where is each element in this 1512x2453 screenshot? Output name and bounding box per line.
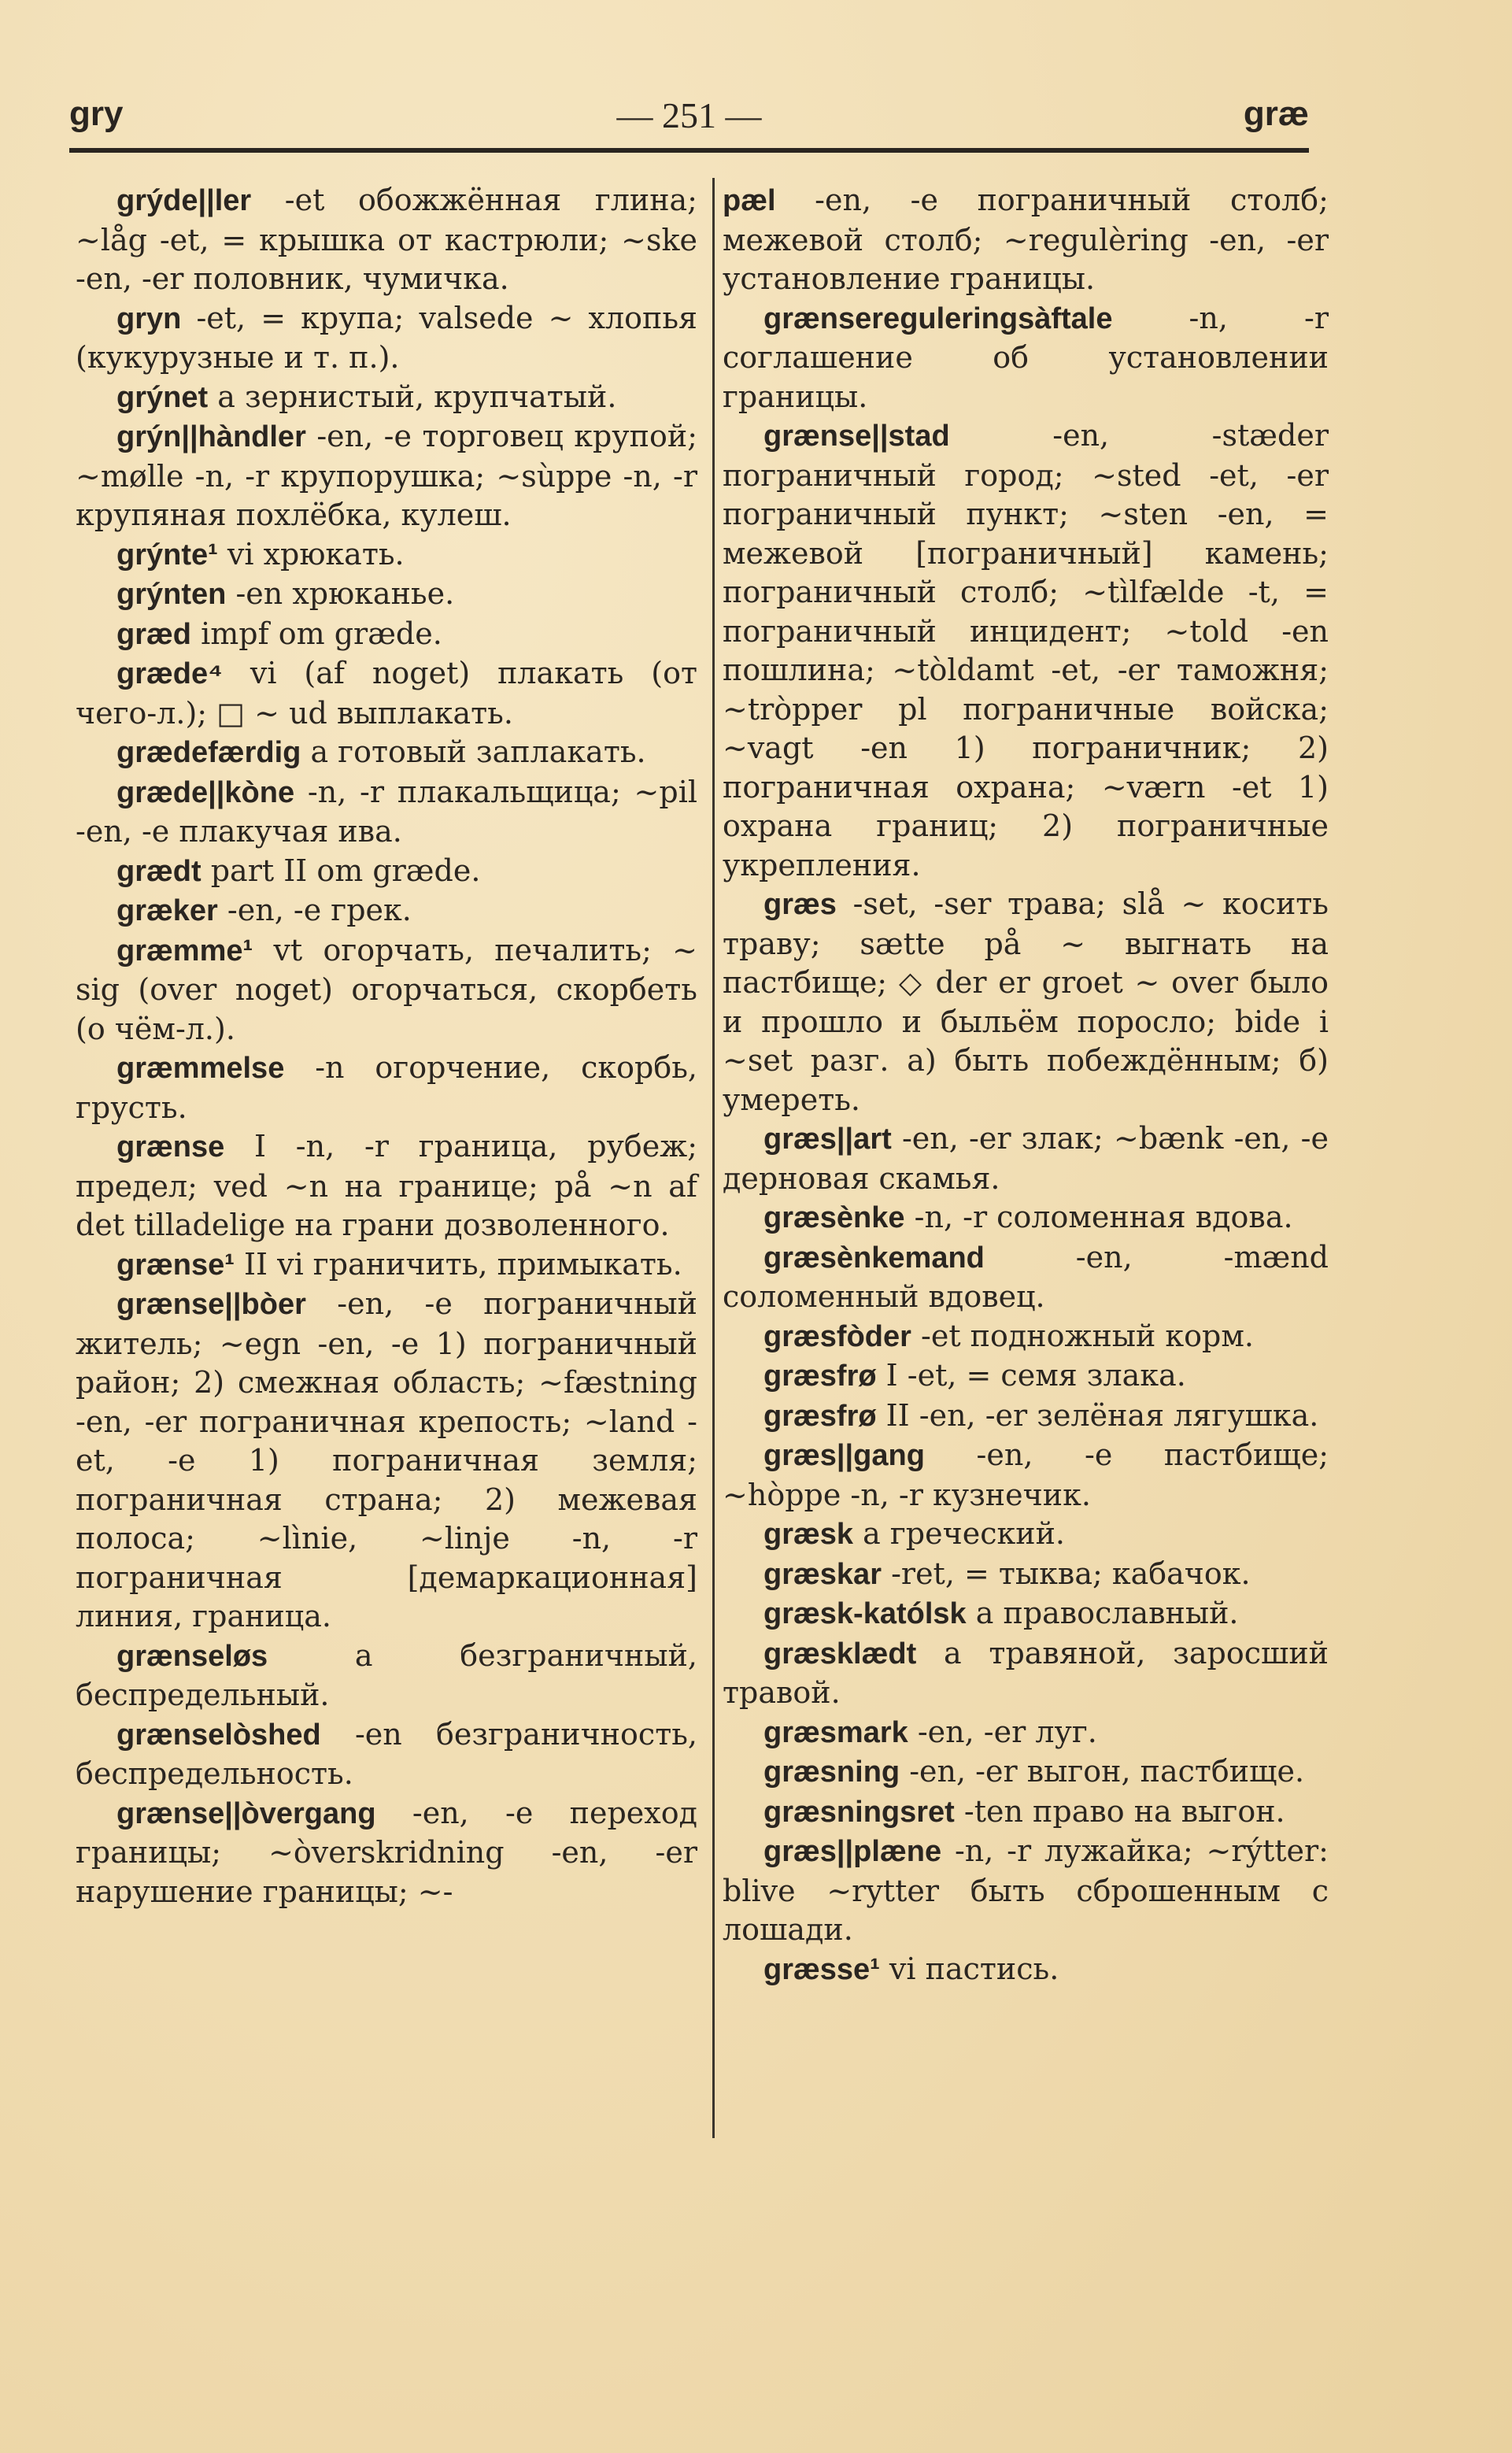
entry-text: -en, -er луг. (908, 1714, 1097, 1749)
entry-headword: grænseløs (116, 1639, 268, 1673)
entry-headword: pæl (723, 184, 776, 217)
entry-headword: grænse||òvergang (116, 1796, 376, 1830)
entry-text: -en безграничность, беспредельность. (76, 1716, 697, 1791)
entry-text: I -n, -r граница, рубеж; предел; ved ~n на границе; på ~n af det tilladelige на грани дозволенного. (76, 1129, 697, 1242)
entry-headword: græsfrø (763, 1360, 877, 1393)
entry-text: -en, -er злак; ~bænk -en, -e дерновая скамья. (723, 1121, 1329, 1196)
dictionary-entry (76, 299, 697, 378)
entry-text: vi пастись. (879, 1951, 1059, 1986)
entry-headword: grýde||ler (116, 184, 252, 217)
entry-headword: grædt (116, 854, 201, 888)
dictionary-entry (723, 885, 1329, 1119)
entry-text: -en, -e пограничный житель; ~egn -en, -e 1) пограничный район; 2) смежная область; ~fæstning -en, -er пограничная крепость; ~land -et, -e 1) пограничная земля; пограничная страна; 2) межевая полоса; ~lìnie, ~linje -n, -r пограничная [демаркационная] линия, граница. (76, 1286, 697, 1633)
dictionary-entry (76, 773, 697, 852)
entry-headword: græker (116, 894, 218, 927)
entry-headword: gryn (116, 302, 182, 335)
entry-headword: græde⁴ (116, 657, 223, 690)
header-left-guideword: gry (69, 94, 124, 133)
dictionary-entry (723, 1713, 1329, 1753)
dictionary-entry (723, 1634, 1329, 1713)
dictionary-entry (76, 852, 697, 892)
entry-text: I -et, = семя злака. (876, 1358, 1186, 1393)
entry-text: part II om græde. (201, 853, 481, 888)
entry-headword: græsfòder (763, 1319, 911, 1353)
entry-text: -en, -stæder пограничный город; ~sted -et, -er пограничный пункт; ~sten -en, = межевой [пограничный] камень; пограничный столб; ~tìlfælde -t, = пограничный инцидент; ~told -en пошлина; ~tòldamt -et, -er таможня; ~tròpper pl пограничные войска; ~vagt -en 1) пограничник; 2) пограничная охрана; ~værn -et 1) охрана границ; 2) пограничные укрепления. (723, 418, 1329, 882)
dictionary-entry (76, 615, 697, 655)
entry-headword: grænse||stad (763, 420, 950, 453)
dictionary-entry (76, 1245, 697, 1286)
entry-headword: grýnte¹ (116, 538, 218, 572)
entry-text: -et обожжённая глина; ~låg -et, = крышка от кастрюли; ~ske -en, -er половник, чумичка. (76, 183, 697, 296)
entry-text: -n, -r лужайка; ~rýtter: blive ~rytter быть сброшенным с лошади. (723, 1833, 1329, 1947)
dictionary-entry (76, 575, 697, 615)
column-divider (712, 178, 715, 2138)
dictionary-entry (723, 1119, 1329, 1198)
entry-text: -n огорчение, скорбь, грусть. (76, 1050, 697, 1125)
entry-headword: grædefærdig (116, 736, 301, 769)
entry-text: a греческий. (853, 1516, 1065, 1551)
dictionary-entry (723, 416, 1329, 885)
dictionary-entry (76, 417, 697, 535)
entry-text: a безграничный, беспредельный. (76, 1637, 697, 1712)
entry-headword: græsmark (763, 1715, 908, 1749)
dictionary-entry (723, 1793, 1329, 1833)
left-column (76, 181, 697, 1911)
entry-text: -n, -r плакальщица; ~pil -en, -e плакучая ива. (76, 774, 697, 849)
dictionary-entry (723, 1950, 1329, 1990)
entry-headword: grænse||bòer (116, 1288, 306, 1321)
entry-text: a травяной, заросший травой. (723, 1635, 1329, 1710)
entry-headword: græd (116, 617, 191, 651)
entry-headword: grænselòshed (116, 1718, 321, 1752)
entry-headword: græs||gang (763, 1439, 925, 1472)
entry-headword: græs||plæne (763, 1835, 942, 1868)
dictionary-entry (723, 299, 1329, 417)
entry-text: -en, -e пограничный столб; межевой столб; ~regulèring -en, -er установление границы. (723, 183, 1329, 296)
header-right-guideword: græ (1243, 94, 1309, 133)
header-rule (69, 148, 1309, 153)
entry-headword: græskar (763, 1557, 882, 1591)
entry-headword: græsningsret (763, 1795, 955, 1829)
dictionary-entry (723, 1515, 1329, 1555)
dictionary-entry (76, 535, 697, 575)
dictionary-entry (76, 1127, 697, 1245)
entry-headword: græsk (763, 1518, 854, 1551)
entry-text: vi (af noget) плакать (от чего-л.); □ ~ ud выплакать. (76, 656, 697, 731)
dictionary-entry (76, 1285, 697, 1637)
entry-text: -et, = крупа; valsede ~ хлопья (кукурузные и т. п.). (76, 300, 697, 375)
dictionary-entry (76, 891, 697, 931)
entry-text: impf om græde. (191, 616, 442, 651)
entry-text: a готовый заплакать. (301, 734, 646, 769)
dictionary-entry (723, 1752, 1329, 1793)
entry-text: -en, -er выгон, пастбище. (900, 1754, 1305, 1789)
dictionary-entry (723, 1317, 1329, 1357)
dictionary-entry (76, 931, 697, 1049)
dictionary-entry (723, 1832, 1329, 1950)
entry-headword: græs (763, 888, 837, 921)
entry-headword: grýn||hàndler (116, 420, 306, 453)
entry-headword: græsning (763, 1756, 900, 1789)
dictionary-entry (723, 1594, 1329, 1634)
dictionary-entry (76, 1637, 697, 1715)
entry-headword: græde||kòne (116, 775, 295, 809)
entry-headword: græs||art (763, 1123, 892, 1156)
dictionary-entry (723, 1238, 1329, 1317)
entry-headword: grænse¹ (116, 1248, 235, 1282)
entry-text: II -en, -er зелёная лягушка. (876, 1397, 1319, 1433)
entry-headword: græsklædt (763, 1637, 917, 1670)
dictionary-entry (723, 181, 1329, 299)
entry-headword: grýnet (116, 380, 209, 414)
entry-headword: grænsereguleringsàftale (763, 302, 1113, 335)
dictionary-entry (76, 181, 697, 299)
dictionary-entry (723, 1397, 1329, 1437)
dictionary-entry (723, 1436, 1329, 1515)
entry-headword: græsènke (763, 1201, 905, 1234)
page-number: — 251 — (616, 95, 762, 135)
dictionary-entry (76, 1049, 697, 1127)
entry-headword: græmmelse (116, 1052, 285, 1085)
dictionary-entry (723, 1198, 1329, 1238)
dictionary-entry (723, 1555, 1329, 1595)
entry-text: -et подножный корм. (911, 1318, 1255, 1353)
entry-headword: græsk-katólsk (763, 1597, 967, 1630)
entry-text: -n, -r соломенная вдова. (904, 1200, 1293, 1234)
entry-text: II vi граничить, примыкать. (234, 1246, 682, 1282)
entry-text: a православный. (966, 1596, 1239, 1630)
dictionary-entry (76, 1794, 697, 1912)
entry-text: -en, -e переход границы; ~òverskridning -en, -er нарушение границы; ~- (76, 1795, 697, 1909)
dictionary-entry (76, 378, 697, 418)
entry-text: -ten право на выгон. (954, 1793, 1285, 1829)
entry-text: -en, -mænd соломенный вдовец. (723, 1239, 1329, 1314)
entry-text: -ret, = тыква; кабачок. (881, 1556, 1251, 1591)
entry-headword: grænse (116, 1130, 225, 1164)
dictionary-entry (76, 654, 697, 733)
entry-headword: græsfrø (763, 1399, 877, 1433)
dictionary-entry (76, 733, 697, 773)
page-header (69, 94, 1309, 142)
right-column (723, 181, 1329, 1989)
entry-text: vi хрюкать. (217, 536, 405, 572)
entry-headword: grýnten (116, 578, 227, 611)
entry-headword: græmme¹ (116, 934, 253, 968)
entry-text: -en, -e грек. (217, 893, 412, 927)
entry-headword: græsènkemand (763, 1241, 985, 1275)
entry-text: -en, -e пастбище; ~hòppe -n, -r кузнечик. (723, 1437, 1329, 1512)
entry-text: vt огорчать, печалить; ~ sig (over noget) огорчаться, скорбеть (о чём-л.). (76, 932, 697, 1046)
entry-text: -n, -r соглашение об установлении границы. (723, 300, 1329, 414)
entry-text: -set, -ser трава; slå ~ косить траву; sætte på ~ выгнать на пастбище; ◇ der er groet ~ over было и прошло и быльём поросло; bide i ~set разг. а) быть побеждённым; б) умереть. (723, 886, 1329, 1117)
entry-headword: græsse¹ (763, 1952, 880, 1986)
entry-text: -en, -e торговец крупой; ~mølle -n, -r крупорушка; ~sùppe -n, -r крупяная похлёбка, кулеш. (76, 419, 697, 532)
dictionary-entry (723, 1356, 1329, 1397)
entry-text: -en хрюканье. (226, 576, 455, 611)
dictionary-entry (76, 1715, 697, 1794)
entry-text: a зернистый, крупчатый. (208, 379, 617, 414)
